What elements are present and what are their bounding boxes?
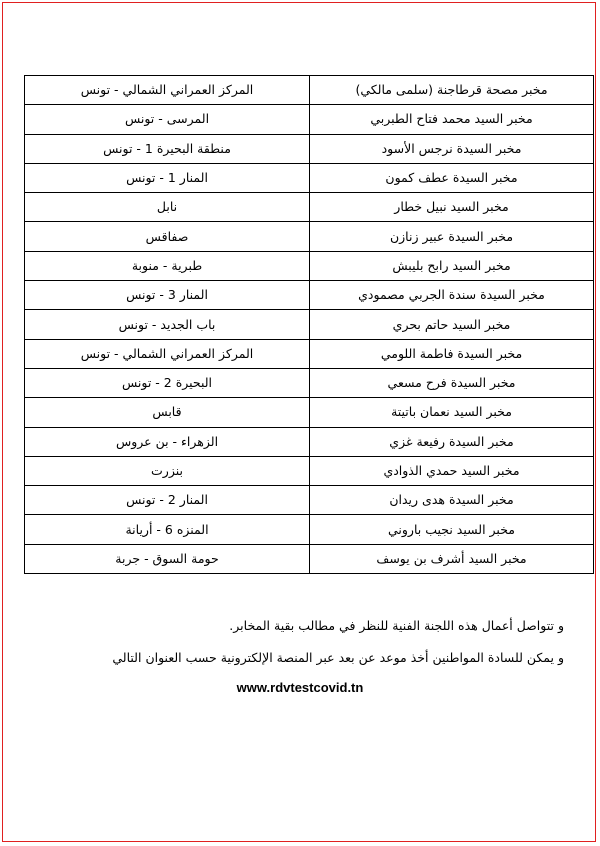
table-row <box>25 398 594 427</box>
table-row <box>25 134 594 163</box>
lab-location-cell: حومة السوق - جربة <box>25 544 310 573</box>
lab-location-cell: باب الجديد - تونس <box>25 310 310 339</box>
lab-location-cell: نابل <box>25 193 310 222</box>
lab-location-cell: المركز العمراني الشمالي - تونس <box>25 339 310 368</box>
table-row <box>25 456 594 485</box>
lab-location-cell: صفاقس <box>25 222 310 251</box>
table-row <box>25 251 594 280</box>
table-row <box>25 193 594 222</box>
labs-table-body <box>25 76 594 574</box>
lab-location-cell: المركز العمراني الشمالي - تونس <box>25 76 310 105</box>
lab-location-cell: بنزرت <box>25 456 310 485</box>
lab-location-cell: المنزه 6 - أريانة <box>25 515 310 544</box>
lab-name-cell: مخبر السيدة فاطمة اللومي <box>310 339 594 368</box>
table-row <box>25 486 594 515</box>
lab-location-cell: المنار 2 - تونس <box>25 486 310 515</box>
lab-location-cell: الزهراء - بن عروس <box>25 427 310 456</box>
table-row <box>25 105 594 134</box>
lab-name-cell: مخبر السيدة فرح مسعي <box>310 368 594 397</box>
lab-location-cell: طبرية - منوبة <box>25 251 310 280</box>
lab-name-cell: مخبر السيد نجيب باروني <box>310 515 594 544</box>
table-row <box>25 222 594 251</box>
lab-name-cell: مخبر السيدة رفيعة غزي <box>310 427 594 456</box>
lab-name-cell: مخبر السيدة هدى ريدان <box>310 486 594 515</box>
table-row <box>25 544 594 573</box>
table-row <box>25 281 594 310</box>
table-row <box>25 368 594 397</box>
table-row <box>25 339 594 368</box>
lab-name-cell: مخبر السيد حاتم بحري <box>310 310 594 339</box>
lab-location-cell: المنار 1 - تونس <box>25 163 310 192</box>
lab-name-cell: مخبر السيدة نرجس الأسود <box>310 134 594 163</box>
lab-name-cell: مخبر السيدة عبير زنازن <box>310 222 594 251</box>
lab-location-cell: منطقة البحيرة 1 - تونس <box>25 134 310 163</box>
lab-location-cell: البحيرة 2 - تونس <box>25 368 310 397</box>
lab-location-cell: المنار 3 - تونس <box>25 281 310 310</box>
lab-name-cell: مخبر السيدة سندة الجربي مصمودي <box>310 281 594 310</box>
appointment-paragraph: و يمكن للسادة المواطنين أخذ موعد عن بعد عبر المنصة الإلكترونية حسب العنوان التالي <box>112 650 564 665</box>
table-row <box>25 163 594 192</box>
lab-name-cell: مخبر السيد محمد فتاح الطبربي <box>310 105 594 134</box>
lab-name-cell: مخبر السيد حمدي الذوادي <box>310 456 594 485</box>
continuation-paragraph: و تتواصل أعمال هذه اللجنة الفنية للنظر في مطالب بقية المخابر. <box>229 618 564 633</box>
lab-location-cell: قابس <box>25 398 310 427</box>
lab-location-cell: المرسى - تونس <box>25 105 310 134</box>
lab-name-cell: مخبر السيد رابح بليبش <box>310 251 594 280</box>
lab-name-cell: مخبر السيد نعمان باتيتة <box>310 398 594 427</box>
table-row <box>25 427 594 456</box>
lab-name-cell: مخبر السيدة عطف كمون <box>310 163 594 192</box>
labs-table <box>24 75 594 574</box>
lab-name-cell: مخبر السيد نبيل خطار <box>310 193 594 222</box>
website-link[interactable]: www.rdvtestcovid.tn <box>236 680 364 695</box>
table-row <box>25 515 594 544</box>
lab-name-cell: مخبر مصحة قرطاجنة (سلمى مالكي) <box>310 76 594 105</box>
lab-name-cell: مخبر السيد أشرف بن يوسف <box>310 544 594 573</box>
table-row <box>25 310 594 339</box>
table-row <box>25 76 594 105</box>
